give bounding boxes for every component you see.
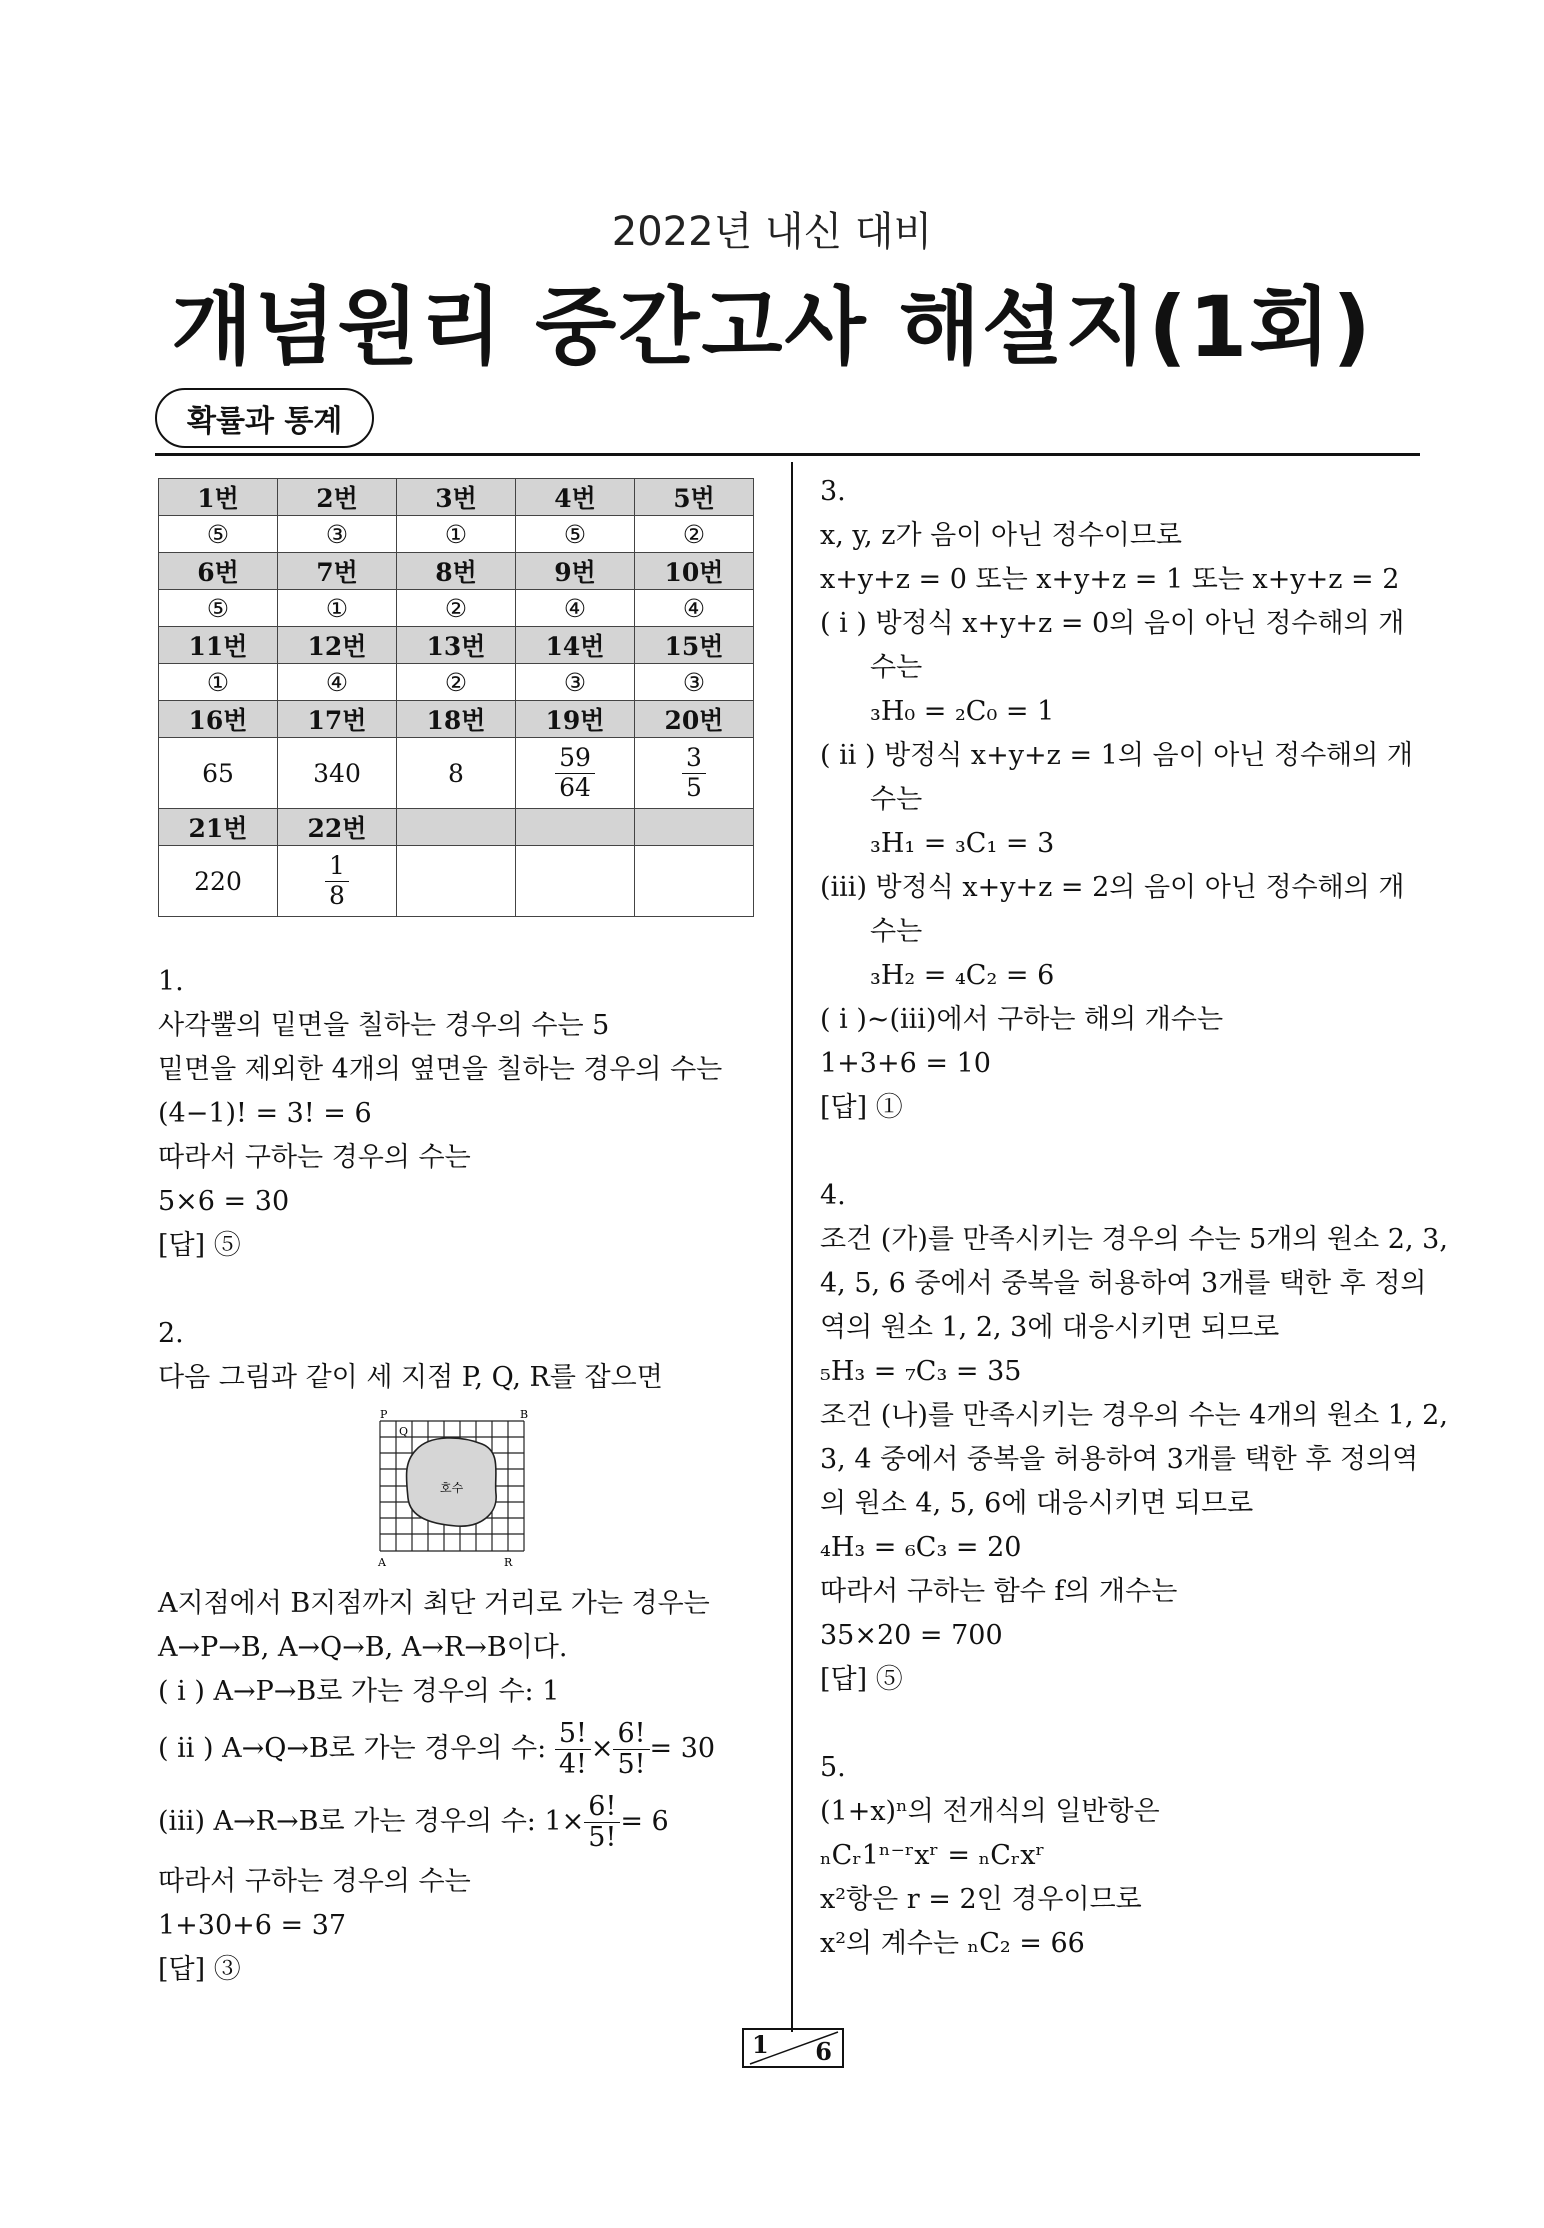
answer-cell: 8번 (397, 553, 516, 590)
point-a-label: A (378, 1556, 386, 1569)
problem-3-line: ( ii ) 방정식 x+y+z = 1의 음이 아닌 정수해의 개 (820, 740, 1413, 771)
problem-5-number: 5. (820, 1752, 846, 1783)
answer-cell: ① (397, 516, 516, 553)
problem-3-line: ( i ) 방정식 x+y+z = 0의 음이 아닌 정수해의 개 (820, 608, 1405, 639)
problem-4-line: 조건 (나)를 만족시키는 경우의 수는 4개의 원소 1, 2, (820, 1400, 1448, 1431)
answer-cell: 1번 (159, 479, 278, 516)
answer-cell: ③ (635, 664, 754, 701)
point-r-label: R (504, 1556, 513, 1569)
answer-cell: 7번 (278, 553, 397, 590)
problem-4-equation: ₅H₃ = ₇C₃ = 35 (820, 1356, 1022, 1387)
problem-5-line: (1+x)ⁿ의 전개식의 일반항은 (820, 1796, 1160, 1827)
problem-4-line: 3, 4 중에서 중복을 허용하여 3개를 택한 후 정의역 (820, 1444, 1419, 1475)
answer-cell: 10번 (635, 553, 754, 590)
answer-table-row (159, 738, 754, 809)
point-q-label: Q (399, 1425, 409, 1438)
answer-cell: 3번 (397, 479, 516, 516)
problem-3-equation: ₃H₁ = ₃C₁ = 3 (870, 828, 1055, 859)
problem-3-answer: [답] ① (820, 1092, 903, 1123)
answer-cell: 5번 (635, 479, 754, 516)
problem-3-equation: 1+3+6 = 10 (820, 1048, 991, 1079)
problem-5-equation: x²의 계수는 ₙC₂ = 66 (820, 1928, 1085, 1959)
answer-table-row (159, 809, 754, 846)
column-divider (791, 462, 793, 2032)
problem-4-line: 역의 원소 1, 2, 3에 대응시키면 되므로 (820, 1312, 1280, 1343)
answer-cell (635, 846, 754, 917)
answer-cell: 11번 (159, 627, 278, 664)
problem-3-line: (iii) 방정식 x+y+z = 2의 음이 아닌 정수해의 개 (820, 872, 1405, 903)
answer-cell: $\frac{1}{8}$ (278, 846, 397, 917)
problem-1-line: 따라서 구하는 경우의 수는 (158, 1142, 471, 1173)
answer-cell: ④ (635, 590, 754, 627)
problem-4-answer: [답] ⑤ (820, 1664, 903, 1695)
answer-cell: ⑤ (159, 590, 278, 627)
answer-cell: ③ (278, 516, 397, 553)
answer-cell (516, 846, 635, 917)
answer-cell: ③ (516, 664, 635, 701)
answer-cell: 20번 (635, 701, 754, 738)
answer-cell: 340 (278, 738, 397, 809)
problem-4-line: 4, 5, 6 중에서 중복을 허용하여 3개를 택한 후 정의 (820, 1268, 1427, 1299)
answer-cell (516, 809, 635, 846)
subtitle: 2022년 내신 대비 (611, 209, 933, 255)
answer-cell: 65 (159, 738, 278, 809)
subject-badge: 확률과 통계 (155, 388, 374, 448)
problem-4-line: 조건 (가)를 만족시키는 경우의 수는 5개의 원소 2, 3, (820, 1224, 1448, 1255)
problem-2-line: A지점에서 B지점까지 최단 거리로 가는 경우는 (158, 1588, 710, 1619)
answer-cell: 19번 (516, 701, 635, 738)
point-b-label: B (520, 1408, 529, 1421)
problem-3-line: x, y, z가 음이 아닌 정수이므로 (820, 520, 1183, 551)
answer-cell: ④ (516, 590, 635, 627)
answer-cell: ① (159, 664, 278, 701)
answer-cell: 21번 (159, 809, 278, 846)
answer-cell: ② (397, 664, 516, 701)
problem-4-equation: ₄H₃ = ₆C₃ = 20 (820, 1532, 1022, 1563)
problem-3-line: ( i )~(iii)에서 구하는 해의 개수는 (820, 1004, 1224, 1035)
problem-2-equation: 1+30+6 = 37 (158, 1910, 347, 1941)
answer-cell: 9번 (516, 553, 635, 590)
answer-cell (635, 809, 754, 846)
answer-cell: 4번 (516, 479, 635, 516)
answer-cell: 6번 (159, 553, 278, 590)
page-number-box (742, 2028, 844, 2068)
answer-table-row (159, 627, 754, 664)
problem-2-line: A→P→B, A→Q→B, A→R→B이다. (158, 1632, 568, 1663)
problem-2-line: ( i ) A→P→B로 가는 경우의 수: 1 (158, 1676, 560, 1707)
problem-5-line: x²항은 r = 2인 경우이므로 (820, 1884, 1142, 1915)
answer-cell: ② (397, 590, 516, 627)
answer-table-row (159, 479, 754, 516)
problem-3-equation: ₃H₀ = ₂C₀ = 1 (870, 696, 1055, 727)
answer-cell: 8 (397, 738, 516, 809)
answer-table-row (159, 553, 754, 590)
header-divider (155, 453, 1420, 456)
point-p-label: P (380, 1408, 388, 1421)
right-column (820, 470, 1448, 1966)
answer-cell: 14번 (516, 627, 635, 664)
problem-2-line: 따라서 구하는 경우의 수는 (158, 1866, 471, 1897)
problem-1-line: 밑면을 제외한 4개의 옆면을 칠하는 경우의 수는 (158, 1054, 723, 1085)
answer-cell (397, 809, 516, 846)
answer-cell (397, 846, 516, 917)
answer-cell: 12번 (278, 627, 397, 664)
problem-4-number: 4. (820, 1180, 846, 1211)
problem-2-line: 다음 그림과 같이 세 지점 P, Q, R를 잡으면 (158, 1362, 663, 1393)
current-page: 1 (752, 2030, 769, 2059)
answer-cell: 17번 (278, 701, 397, 738)
answer-table-row (159, 701, 754, 738)
problem-4-line: 따라서 구하는 함수 f의 개수는 (820, 1576, 1178, 1607)
answer-table-row (159, 846, 754, 917)
answer-table-row (159, 590, 754, 627)
answer-cell: $\frac{59}{64}$ (516, 738, 635, 809)
lake-label: 호수 (440, 1481, 464, 1495)
problem-4-line: 의 원소 4, 5, 6에 대응시키면 되므로 (820, 1488, 1254, 1519)
answer-cell: ④ (278, 664, 397, 701)
problem-3-line: 수는 (870, 652, 923, 683)
grid-lake-figure (370, 1406, 540, 1576)
problem-2-fraction-line: ( ii ) A→Q→B로 가는 경우의 수: $\frac{5!}{4!}$ × $\frac{6!}{5!}$ = 30 (158, 1718, 716, 1780)
total-pages: 6 (815, 2037, 832, 2066)
answer-cell: ① (278, 590, 397, 627)
answer-cell: 13번 (397, 627, 516, 664)
problem-1-equation: (4−1)! = 3! = 6 (158, 1098, 372, 1129)
problem-3-line: 수는 (870, 784, 923, 815)
answer-cell: $\frac{3}{5}$ (635, 738, 754, 809)
problem-1-number: 1. (158, 966, 184, 997)
problem-4-equation: 35×20 = 700 (820, 1620, 1003, 1651)
answer-cell: ⑤ (159, 516, 278, 553)
problem-2-fraction-line: (iii) A→R→B로 가는 경우의 수: 1× $\frac{6!}{5!}$ = 6 (158, 1791, 669, 1853)
answer-cell: 220 (159, 846, 278, 917)
problem-5-equation: ₙCᵣ1ⁿ⁻ʳxʳ = ₙCᵣxʳ (820, 1840, 1045, 1871)
answer-cell: 16번 (159, 701, 278, 738)
problem-1-line: 사각뿔의 밑면을 칠하는 경우의 수는 5 (158, 1010, 610, 1041)
answer-cell: 15번 (635, 627, 754, 664)
answer-table (158, 478, 754, 917)
problem-3-line: 수는 (870, 916, 923, 947)
problem-2-number: 2. (158, 1318, 184, 1349)
problem-3-number: 3. (820, 476, 846, 507)
problem-3-equation: ₃H₂ = ₄C₂ = 6 (870, 960, 1055, 991)
problem-3-line: x+y+z = 0 또는 x+y+z = 1 또는 x+y+z = 2 (820, 564, 1400, 595)
problem-2-answer: [답] ③ (158, 1954, 241, 1985)
problem-1-equation: 5×6 = 30 (158, 1186, 290, 1217)
answer-cell: ② (635, 516, 754, 553)
answer-table-row (159, 664, 754, 701)
answer-cell: 22번 (278, 809, 397, 846)
left-column (158, 960, 758, 1992)
page-title: 개념원리 중간고사 해설지(1회) (171, 278, 1373, 376)
answer-cell: ⑤ (516, 516, 635, 553)
answer-cell: 2번 (278, 479, 397, 516)
answer-cell: 18번 (397, 701, 516, 738)
problem-1-answer: [답] ⑤ (158, 1230, 241, 1261)
answer-table-row (159, 516, 754, 553)
